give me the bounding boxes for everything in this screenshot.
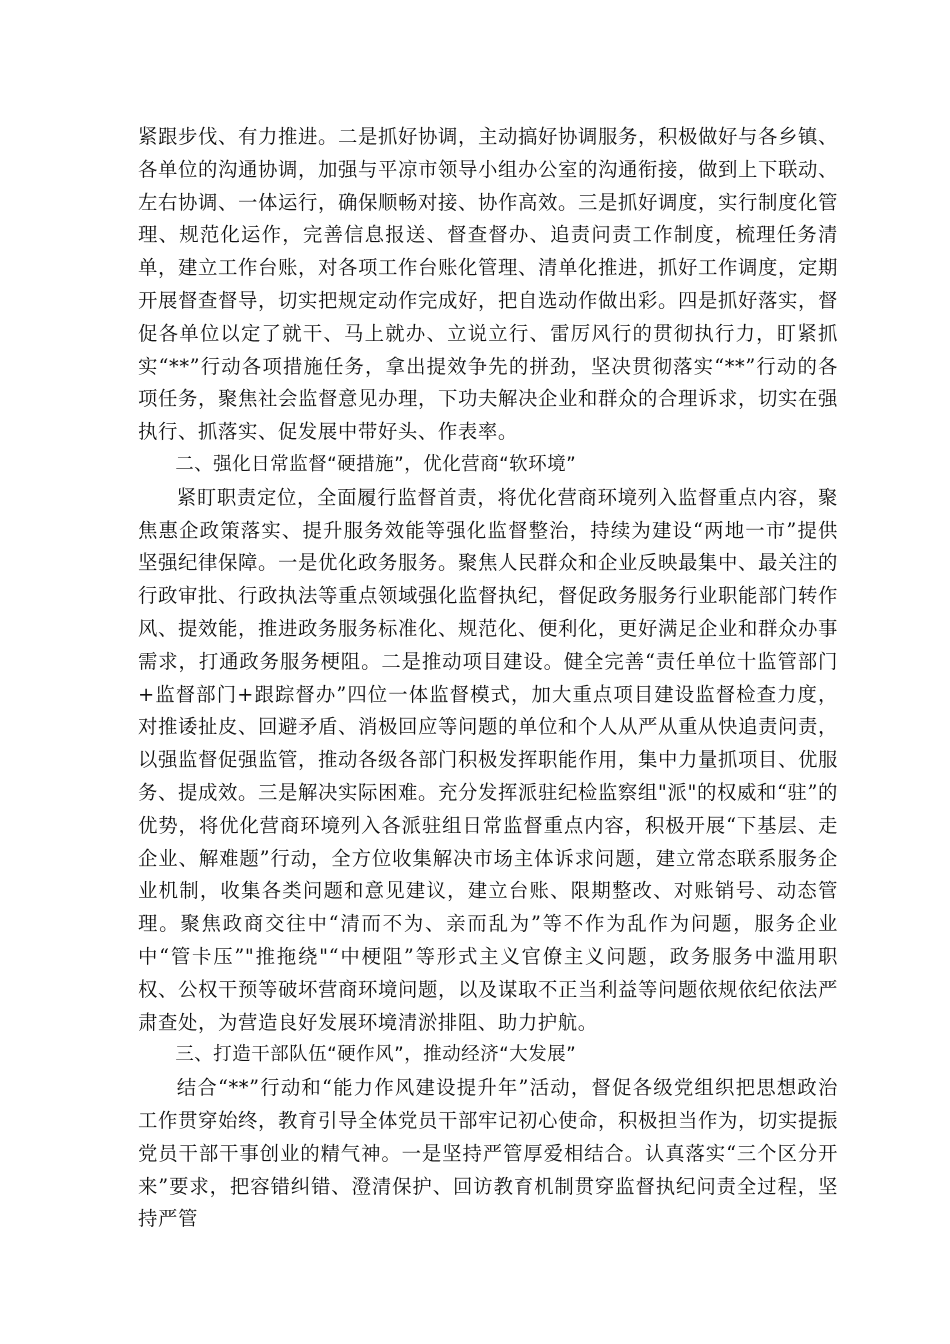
document-body: [138, 121, 838, 1236]
paragraph-section-2: 紧盯职责定位，全面履行监督首责，将优化营商环境列入监督重点内容，聚焦惠企政策落实、提升服务效能等强化监督整治，持续为建设“两地一市”提供坚强纪律保障。一是优化政务服务。聚焦人民群众和企业反映最集中、最关注的行政审批、行政执法等重点领域强化监督执纪，督促政务服务行业职能部门转作风、提效能，推进政务服务标准化、规范化、便利化，更好满足企业和群众办事需求，打通政务服务梗阻。二是推动项目建设。健全完善“责任单位十监管部门+监督部门+跟踪督办”四位一体监督模式，加大重点项目建设监督检查力度，对推诿扯皮、回避矛盾、消极回应等问题的单位和个人从严从重从快追责问责，以强监督促强监管，推动各级各部门积极发挥职能作用，集中力量抓项目、优服务、提成效。三是解决实际困难。充分发挥派驻纪检监察组"派"的权威和“驻”的优势，将优化营商环境列入各派驻组日常监督重点内容，积极开展“下基层、走企业、解难题”行动，全方位收集解决市场主体诉求问题，建立常态联系服务企业机制，收集各类问题和意见建议，建立台账、限期整改、对账销号、动态管理。聚焦政商交往中“清而不为、亲而乱为”等不作为乱作为问题，服务企业中“管卡压”"推拖绕"“中梗阻”等形式主义官僚主义问题，政务服务中滥用职权、公权干预等破坏营商环境问题，以及谋取不正当利益等问题依规依纪依法严肃查处，为营造良好发展环境清淤排阻、助力护航。: [138, 485, 838, 1034]
paragraph-section-3: 结合“**”行动和“能力作风建设提升年”活动，督促各级党组织把思想政治工作贯穿始终，教育引导全体党员干部牢记初心使命，积极担当作为，切实提振党员干部干事创业的精气神。一是坚持严管厚爱相结合。认真落实“三个区分开来”要求，把容错纠错、澄清保护、回访教育机制贯穿监督执纪问责全过程，坚持严管: [138, 1076, 838, 1231]
section-heading-2: 二、强化日常监督“硬措施”，优化营商“软环境”: [175, 453, 577, 475]
paragraph-continued: 紧跟步伐、有力推进。二是抓好协调，主动搞好协调服务，积极做好与各乡镇、各单位的沟通协调，加强与平凉市领导小组办公室的沟通衔接，做到上下联动、左右协调、一体运行，确保顺畅对接、协作高效。三是抓好调度，实行制度化管理、规范化运作，完善信息报送、督查督办、追责问责工作制度，梳理任务清单，建立工作台账，对各项工作台账化管理、清单化推进，抓好工作调度，定期开展督查督导，切实把规定动作完成好，把自选动作做出彩。四是抓好落实，督促各单位以定了就干、马上就办、立说立行、雷厉风行的贯彻执行力，盯紧抓实“**”行动各项措施任务，拿出提效争先的拼劲，坚决贯彻落实“**”行动的各项任务，聚焦社会监督意见办理，下功夫解决企业和群众的合理诉求，切实在强执行、抓落实、促发展中带好头、作表率。: [138, 125, 838, 444]
section-heading-3: 三、打造干部队伍“硬作风”，推动经济“大发展”: [175, 1044, 577, 1066]
